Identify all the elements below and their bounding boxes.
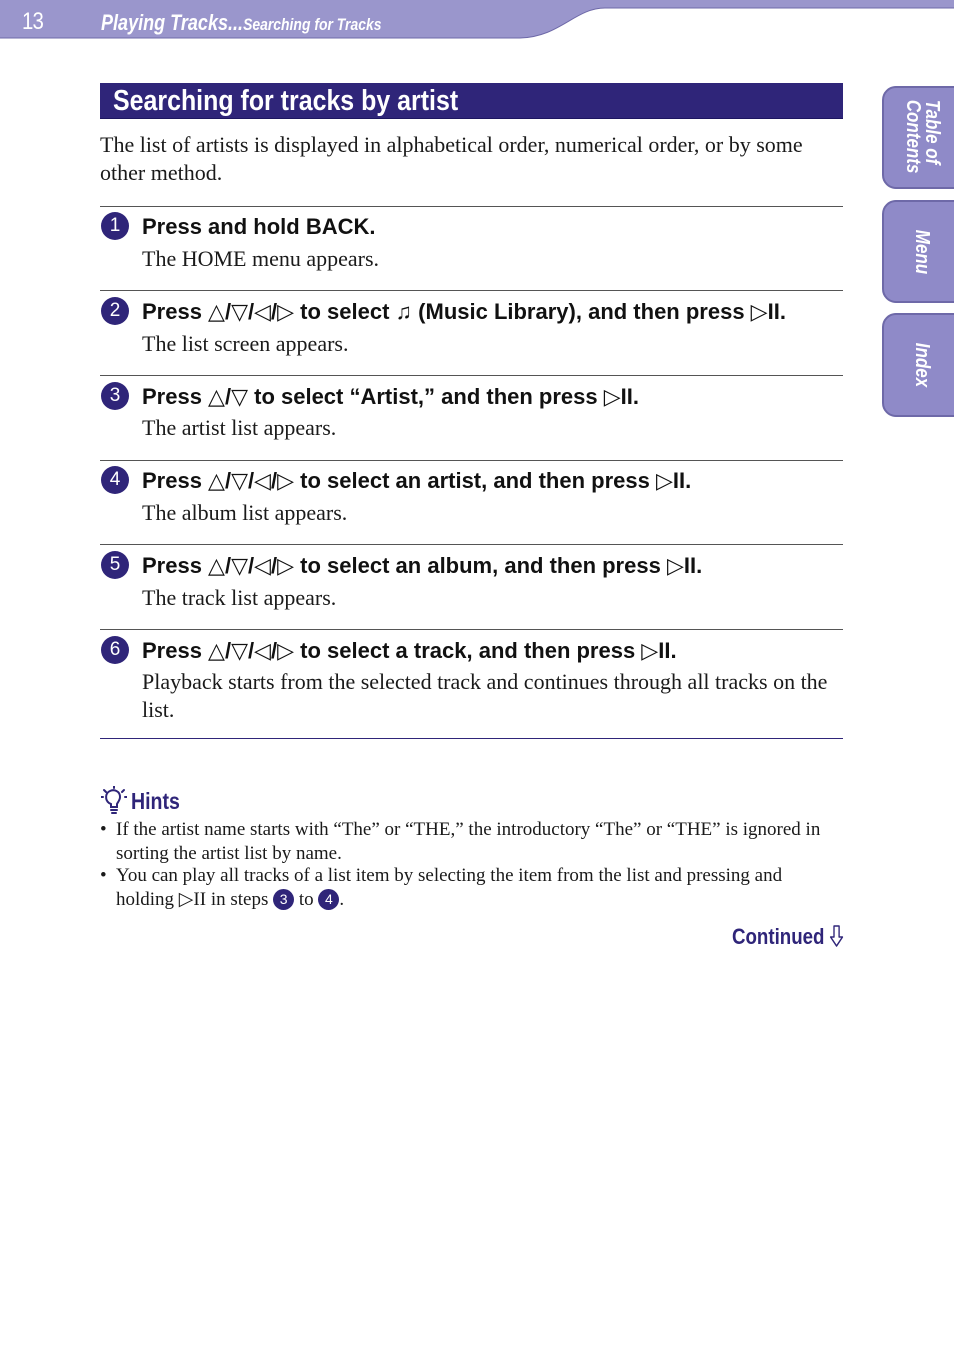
hint-text-part: You can play all tracks of a list item by selecting the item from the list and pressing and holding ▷II in steps — [116, 865, 783, 910]
step-title: Press △/▽/◁/▷ to select a track, and then press ▷II. — [142, 638, 677, 663]
intro-paragraph: The list of artists is displayed in alphabetical order, numerical order, or by some other method. — [100, 132, 803, 185]
step-title: Press △/▽/◁/▷ to select an artist, and then press ▷II. — [142, 468, 692, 493]
hint-text — [116, 864, 840, 912]
lightbulb-icon — [101, 786, 127, 816]
page-header — [0, 0, 954, 40]
bullet: • — [100, 819, 107, 840]
page-number: 13 — [22, 8, 43, 35]
step-number-badge: 3 — [101, 382, 129, 410]
step-divider — [100, 290, 843, 291]
continued-label: Continued — [732, 924, 825, 949]
step-number-badge: 4 — [101, 466, 129, 494]
step-description: The list screen appears. — [142, 331, 349, 356]
tab-label: Index — [911, 342, 933, 388]
step-ref-badge: 3 — [273, 889, 294, 910]
arrow-down-icon — [830, 925, 844, 947]
tab-table-of-contents[interactable] — [882, 86, 954, 189]
section-title: Searching for tracks by artist — [113, 85, 459, 117]
tab-index[interactable] — [882, 313, 954, 417]
hints-label: Hints — [131, 788, 180, 814]
step-description: The artist list appears. — [142, 415, 337, 440]
tab-label: Menu — [911, 229, 933, 274]
steps-end-divider — [100, 738, 843, 739]
step-title: Press △/▽/◁/▷ to select an album, and then press ▷II. — [142, 553, 703, 578]
hint-item — [100, 864, 840, 912]
hint-text-part: . — [339, 889, 345, 910]
breadcrumb-subsection: Searching for Tracks — [243, 15, 382, 34]
step-divider — [100, 544, 843, 545]
hint-text: If the artist name starts with “The” or “THE,” the introductory “The” or “THE” is ignored in sorting the artist list by name. — [116, 819, 821, 864]
step-description: The album list appears. — [142, 500, 348, 525]
hint-item — [100, 818, 840, 866]
step-number-badge: 1 — [101, 212, 129, 240]
step-title: Press △/▽ to select “Artist,” and then press ▷II. — [142, 384, 640, 409]
step-title: Press and hold BACK. — [142, 214, 376, 239]
step-number-badge: 6 — [101, 636, 129, 664]
step-ref-badge: 4 — [318, 889, 339, 910]
step-number-badge: 5 — [101, 551, 129, 579]
step-divider — [100, 460, 843, 461]
breadcrumb-section: Playing Tracks — [101, 10, 229, 35]
step-number-badge: 2 — [101, 297, 129, 325]
step-divider — [100, 629, 843, 630]
step-description: Playback starts from the selected track and continues through all tracks on the list. — [142, 669, 828, 722]
tab-menu[interactable] — [882, 200, 954, 303]
step-title: Press △/▽/◁/▷ to select ♫ (Music Library), and then press ▷II. — [142, 299, 786, 324]
step-divider — [100, 375, 843, 376]
step-description: The track list appears. — [142, 585, 337, 610]
step-divider — [100, 206, 843, 207]
section-title-bar — [100, 83, 843, 119]
step-description: The HOME menu appears. — [142, 246, 380, 271]
tab-label: Table of Contents — [902, 99, 943, 173]
breadcrumb-separator: ... — [228, 10, 244, 35]
breadcrumb[interactable] — [101, 10, 382, 36]
continued-link[interactable] — [732, 924, 843, 950]
bullet: • — [100, 865, 107, 886]
hint-text-part: to — [298, 889, 314, 910]
